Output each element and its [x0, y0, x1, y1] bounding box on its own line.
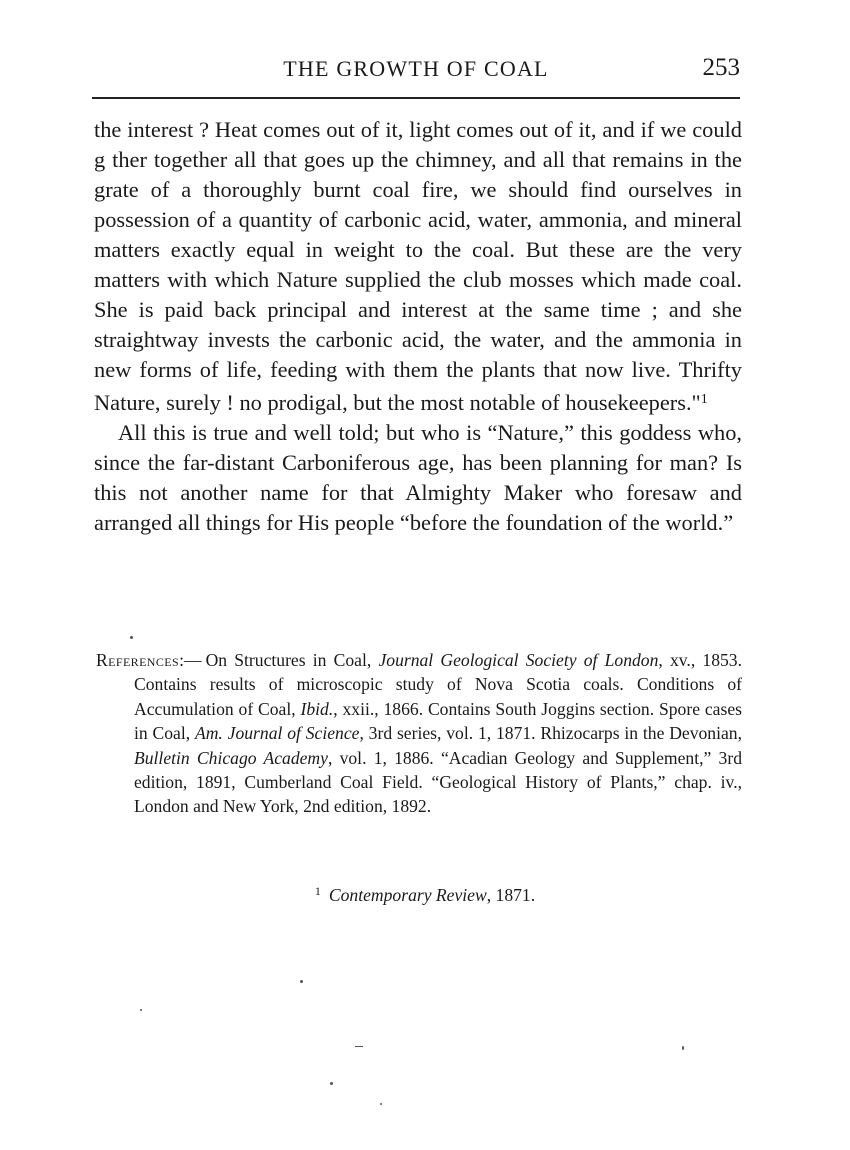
- header-rule: [92, 97, 740, 99]
- paragraph-2: All this is true and well told; but who is “Nature,” this goddess who, since the far-distant Carboniferous age, has been planning for man? Is this not another name for that Almighty Maker who foresaw and arranged all things for His people “before the foundation of the world.”: [94, 420, 742, 535]
- references-text: [134, 650, 742, 816]
- reference-text: , xv., 1853. Contains results of microscopic study of Nova Scotia coals. Conditions of Accumulation of Coal,: [134, 650, 742, 719]
- footnote-reference-mark: 1: [700, 392, 708, 407]
- footnote-number: 1: [314, 884, 321, 898]
- reference-title: Bulletin Chicago Academy: [134, 747, 328, 768]
- print-speck: [330, 1082, 333, 1085]
- reference-title: Ibid.: [300, 698, 334, 719]
- print-speck: [140, 1009, 142, 1011]
- page-number: 253: [702, 54, 740, 81]
- print-speck: [355, 1046, 363, 1047]
- reference-title: Am. Journal of Science: [194, 723, 360, 744]
- footnote-source: Contemporary Review: [328, 885, 487, 905]
- running-title: THE GROWTH OF COAL: [283, 56, 549, 81]
- references-label: References: [96, 650, 180, 670]
- paragraph-1-text: the interest ? Heat comes out of it, light comes out of it, and if we could g ther together all that goes up the chimney, and all that remains in the grate of a thoroughly burnt coal fire, we should find ourselves in possession of a quantity of carbonic acid, water, ammonia, and mineral matters exactly equal in weight to the coal. But these are the very matters with which Nature supplied the club mosses which made coal. She is paid back principal and interest at the same time ; and she straightway invests the carbonic acid, the water, and the ammonia in new forms of life, feeding with them the plants that now live. Thrifty Nature, surely ! no prodigal, but the most notable of housekeepers.": [94, 117, 742, 415]
- reference-title: Journal Geological Society of London: [378, 650, 659, 670]
- footnote-year: , 1871.: [486, 885, 536, 905]
- print-speck: [380, 1103, 382, 1105]
- reference-text: , xxii., 1866. Contains South Joggins section. Spore cases in Coal,: [134, 698, 742, 744]
- footnote: [0, 884, 850, 906]
- body-text: [94, 115, 742, 538]
- paragraph-1: [94, 115, 742, 418]
- print-speck: [300, 980, 303, 983]
- print-speck: [130, 636, 133, 639]
- reference-text: , vol. 1, 1886. “Acadian Geology and Supplement,” 3rd edition, 1891, Cumberland Coal Field. “Geological History of Plants,” chap. iv., London and New York, 2nd edition, 1892.: [134, 747, 742, 817]
- reference-text: On Structures in Coal,: [205, 650, 379, 670]
- references-separator: :—: [179, 650, 202, 670]
- references-block: [96, 648, 742, 819]
- reference-text: , 3rd series, vol. 1, 1871. Rhizocarps in the Devonian,: [359, 723, 742, 744]
- print-speck: [682, 1046, 684, 1050]
- running-head: [92, 52, 740, 88]
